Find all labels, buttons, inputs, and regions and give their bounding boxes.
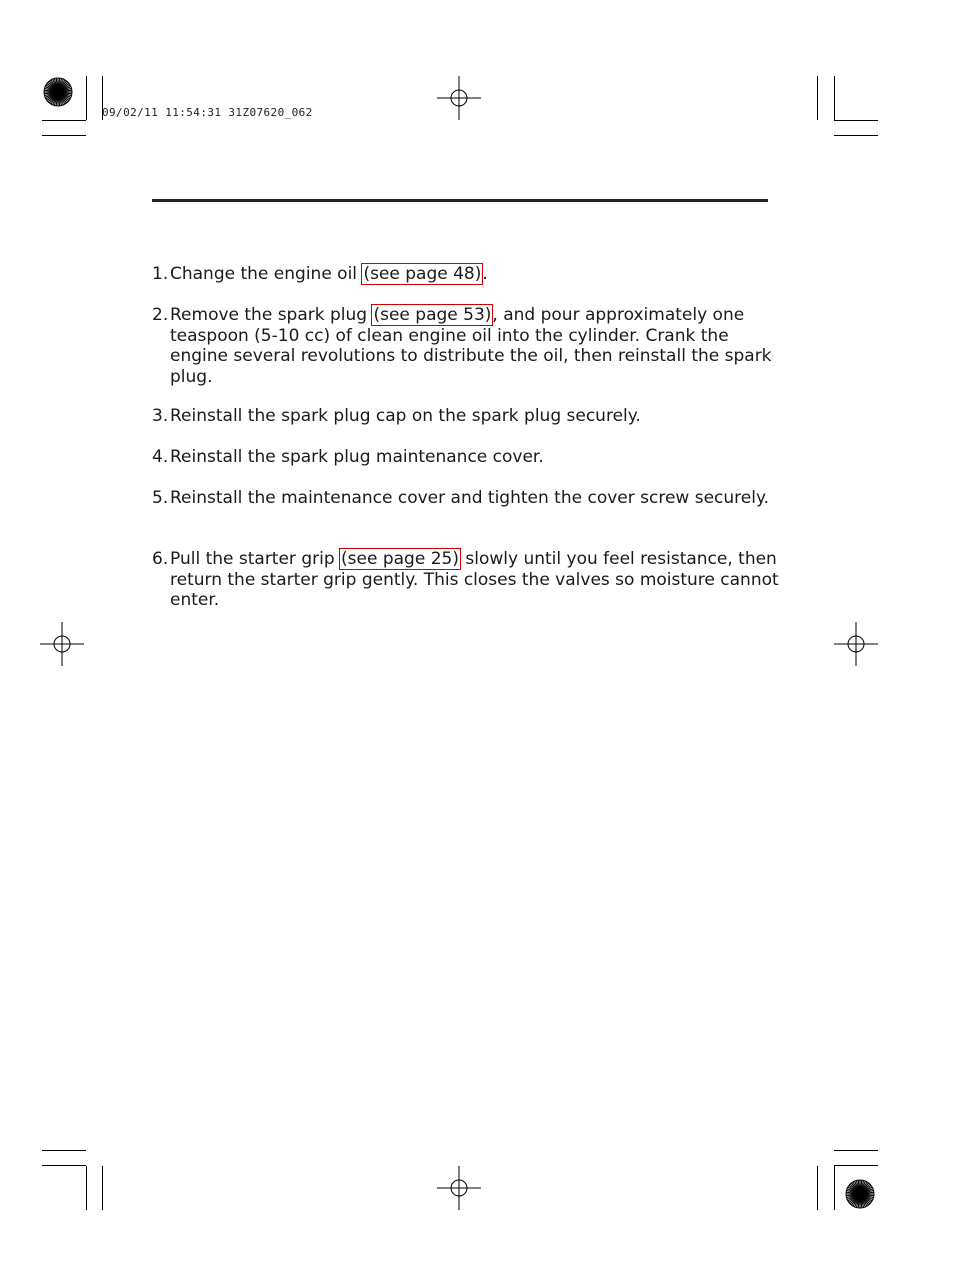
crop-mark-icon [42, 1165, 86, 1166]
list-item [152, 549, 782, 611]
list-item [152, 264, 782, 285]
page-link-48[interactable]: (see page 48) [363, 264, 482, 284]
crop-mark-icon [42, 120, 86, 121]
section-rule [152, 199, 768, 202]
crop-mark-icon [42, 1150, 86, 1151]
crop-mark-icon [817, 1166, 818, 1210]
step-number: 5. [152, 488, 169, 508]
crop-mark-icon [834, 135, 878, 136]
registration-crosshair-icon [834, 622, 878, 666]
step-text: Remove the spark plug (see page 53), and pour approximately one teaspoon (5-10 cc) of clean engine oil into the cylinder. Crank the engine several revolutions to distribute the oil, then reinstall the spark plug. [170, 305, 772, 387]
crop-mark-icon [817, 76, 818, 120]
crop-mark-icon [86, 1166, 87, 1210]
step-number: 1. [152, 264, 169, 284]
page-link-53[interactable]: (see page 53) [373, 305, 492, 325]
crop-mark-icon [834, 120, 878, 121]
step-text: Reinstall the spark plug maintenance cover. [170, 447, 544, 467]
step-number: 3. [152, 406, 169, 426]
step-text: Change the engine oil (see page 48). [170, 264, 488, 284]
registration-crosshair-icon [437, 76, 481, 120]
registration-crosshair-icon [437, 1166, 481, 1210]
registration-sunburst-icon [844, 1178, 876, 1210]
crop-mark-icon [834, 1166, 835, 1210]
page-link-25[interactable]: (see page 25) [341, 549, 459, 569]
step-number: 4. [152, 447, 169, 467]
list-item [152, 488, 782, 509]
step-number: 6. [152, 549, 169, 569]
step-number: 2. [152, 305, 169, 325]
list-item [152, 305, 782, 387]
list-item [152, 447, 782, 468]
crop-mark-icon [834, 76, 835, 120]
registration-crosshair-icon [40, 622, 84, 666]
crop-mark-icon [86, 76, 87, 120]
crop-mark-icon [102, 1166, 103, 1210]
crop-mark-icon [42, 135, 86, 136]
crop-mark-icon [834, 1150, 878, 1151]
step-text: Reinstall the spark plug cap on the spark plug securely. [170, 406, 641, 426]
print-timestamp: 09/02/11 11:54:31 31Z07620_062 [102, 106, 313, 119]
crop-mark-icon [834, 1165, 878, 1166]
list-item [152, 406, 782, 427]
registration-sunburst-icon [42, 76, 74, 108]
step-text: Reinstall the maintenance cover and tighten the cover screw securely. [170, 488, 770, 508]
step-text: Pull the starter grip (see page 25) slowly until you feel resistance, then return the starter grip gently. This closes the valves so moisture cannot enter. [170, 549, 779, 610]
